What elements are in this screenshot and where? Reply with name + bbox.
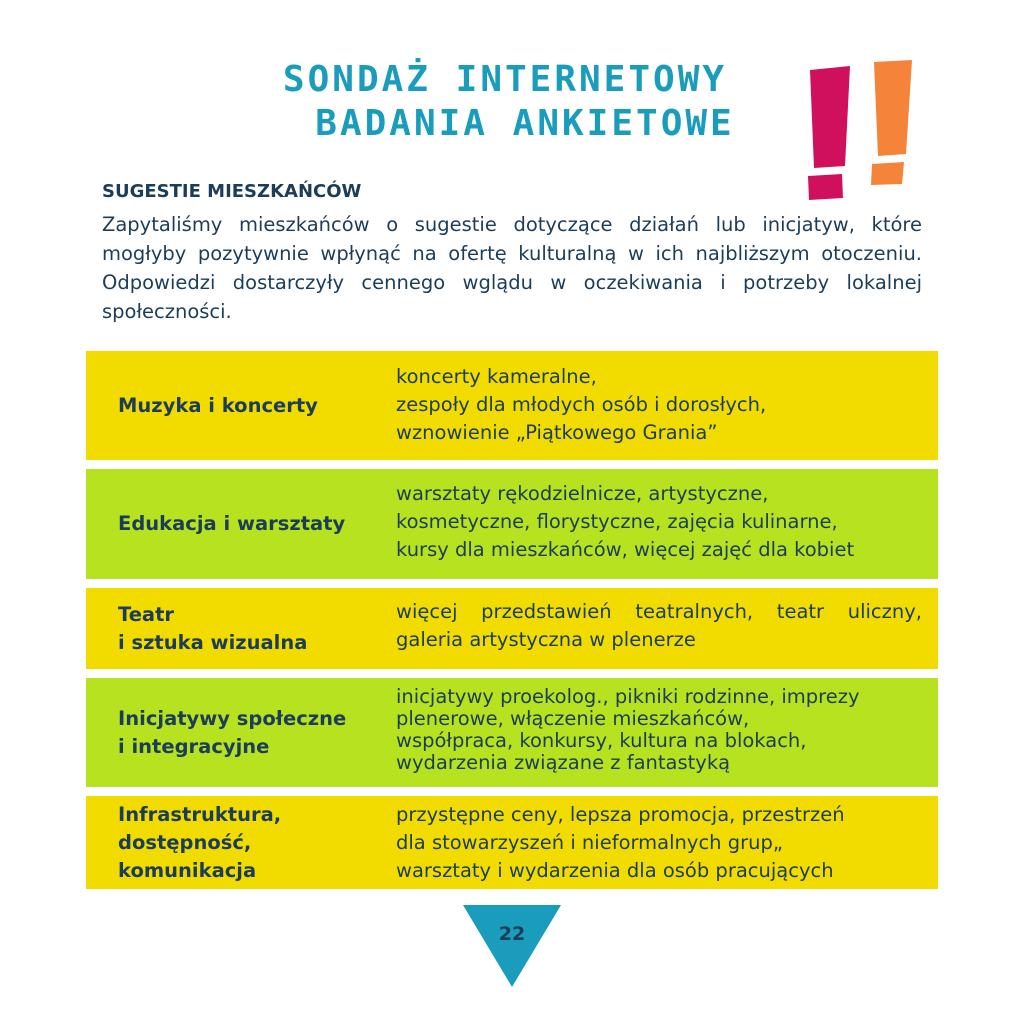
intro-paragraph: Zapytaliśmy mieszkańców o sugestie dotyczące działań lub inicjatyw, które mogłyby pozytywnie wpłynąć na ofertę kulturalną w ich najbliższym otoczeniu. Odpowiedzi dostarczyły cennego wglądu w oczekiwania i potrzeby lokalnej społeczności. — [102, 213, 922, 323]
row-category: Teatr i sztuka wizualna — [118, 602, 308, 654]
table-row — [86, 678, 938, 787]
row-category: Muzyka i koncerty — [118, 393, 318, 417]
row-description: inicjatywy proekolog., pikniki rodzinne, imprezy plenerowe, włączenie mieszkańców, współpraca, konkursy, kultura na blokach, wydarzenia związane z fantastyką — [396, 685, 860, 774]
exclamation-marks-icon — [800, 58, 930, 208]
row-category: Inicjatywy społeczne i integracyjne — [118, 706, 347, 758]
row-description: koncerty kameralne, zespoły dla młodych osób i dorosłych, wznowienie „Piątkowego Grania” — [396, 365, 767, 444]
section-heading: SUGESTIE MIESZKAŃCÓW — [102, 181, 362, 202]
table-row — [86, 469, 938, 579]
title-line-1: SONDAŻ INTERNETOWY — [282, 59, 728, 100]
page-number: 22 — [498, 923, 526, 945]
exclamation-pink-bar — [810, 66, 850, 168]
table-row — [86, 588, 938, 669]
page-number-triangle — [463, 905, 561, 987]
row-description: warsztaty rękodzielnicze, artystyczne, kosmetyczne, florystyczne, zajęcia kulinarne, kursy dla mieszkańców, więcej zajęć dla kobiet — [396, 482, 855, 561]
title-line-2: BADANIA ANKIETOWE — [315, 103, 735, 144]
suggestions-table — [86, 351, 938, 898]
exclamation-orange-dot — [871, 162, 904, 185]
row-category: Infrastruktura, dostępność, komunikacja — [118, 802, 282, 882]
table-row — [86, 796, 938, 889]
exclamation-pink-dot — [808, 174, 843, 200]
row-category: Edukacja i warsztaty — [118, 512, 346, 535]
row-description: więcej przedstawień teatralnych, teatr uliczny, galeria artystyczna w plenerze — [396, 600, 922, 651]
table-row — [86, 351, 938, 460]
row-description: przystępne ceny, lepsza promocja, przestrzeń dla stowarzyszeń i nieformalnych grup„ warsztaty i wydarzenia dla osób pracujących — [396, 803, 845, 882]
exclamation-orange-bar — [874, 60, 912, 156]
